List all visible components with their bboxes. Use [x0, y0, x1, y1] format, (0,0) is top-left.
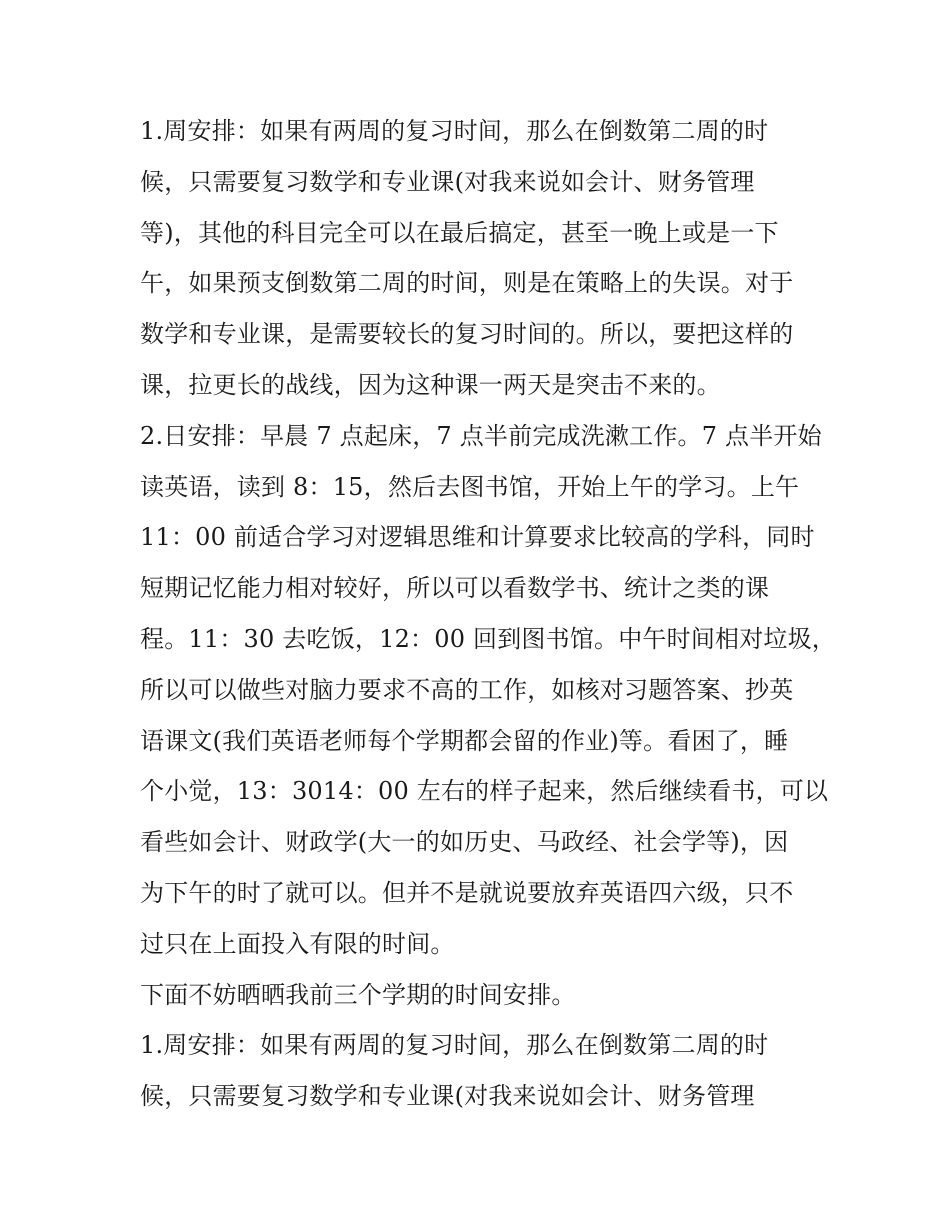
text-line-3: 等)，其他的科目完全可以在最后搞定，甚至一晚上或是一下 [140, 218, 779, 247]
text-line-18: 下面不妨晒晒我前三个学期的时间安排。 [140, 980, 576, 1009]
text-line-20: 候，只需要复习数学和专业课(对我来说如会计、财务管理 [140, 1082, 755, 1111]
text-line-16: 为下午的时了就可以。但并不是就说要放弃英语四六级，只不 [140, 878, 794, 907]
text-line-13: 语课文(我们英语老师每个学期都会留的作业)等。看困了，睡 [140, 726, 789, 755]
text-line-19: 1.周安排：如果有两周的复习时间，那么在倒数第二周的时 [140, 1031, 769, 1060]
body-text [140, 106, 837, 1122]
text-line-7: 2.日安排：早晨 7 点起床，7 点半前完成洗漱工作。7 点半开始 [140, 421, 822, 450]
text-line-1: 1.周安排：如果有两周的复习时间，那么在倒数第二周的时 [140, 117, 769, 145]
text-line-14: 个小觉，13：3014：00 左右的样子起来，然后继续看书，可以 [140, 777, 829, 806]
text-line-12: 所以可以做些对脑力要求不高的工作，如核对习题答案、抄英 [140, 675, 794, 704]
text-line-6: 课，拉更长的战线，因为这种课一两天是突击不来的。 [140, 370, 721, 399]
text-line-11: 程。11：30 去吃饭，12：00 回到图书馆。中午时间相对垃圾， [140, 624, 837, 653]
text-line-15: 看些如会计、财政学(大一的如历史、马政经、社会学等)，因 [140, 828, 789, 857]
text-line-8: 读英语，读到 8：15，然后去图书馆，开始上午的学习。上午 [140, 472, 800, 501]
text-line-17: 过只在上面投入有限的时间。 [140, 929, 455, 958]
text-line-9: 11：00 前适合学习对逻辑思维和计算要求比较高的学科，同时 [140, 523, 815, 552]
text-line-4: 午，如果预支倒数第二周的时间，则是在策略上的失误。对于 [140, 269, 794, 298]
text-line-5: 数学和专业课，是需要较长的复习时间的。所以，要把这样的 [140, 320, 794, 349]
text-line-10: 短期记忆能力相对较好，所以可以看数学书、统计之类的课 [140, 574, 770, 603]
text-line-2: 候，只需要复习数学和专业课(对我来说如会计、财务管理 [140, 167, 755, 196]
